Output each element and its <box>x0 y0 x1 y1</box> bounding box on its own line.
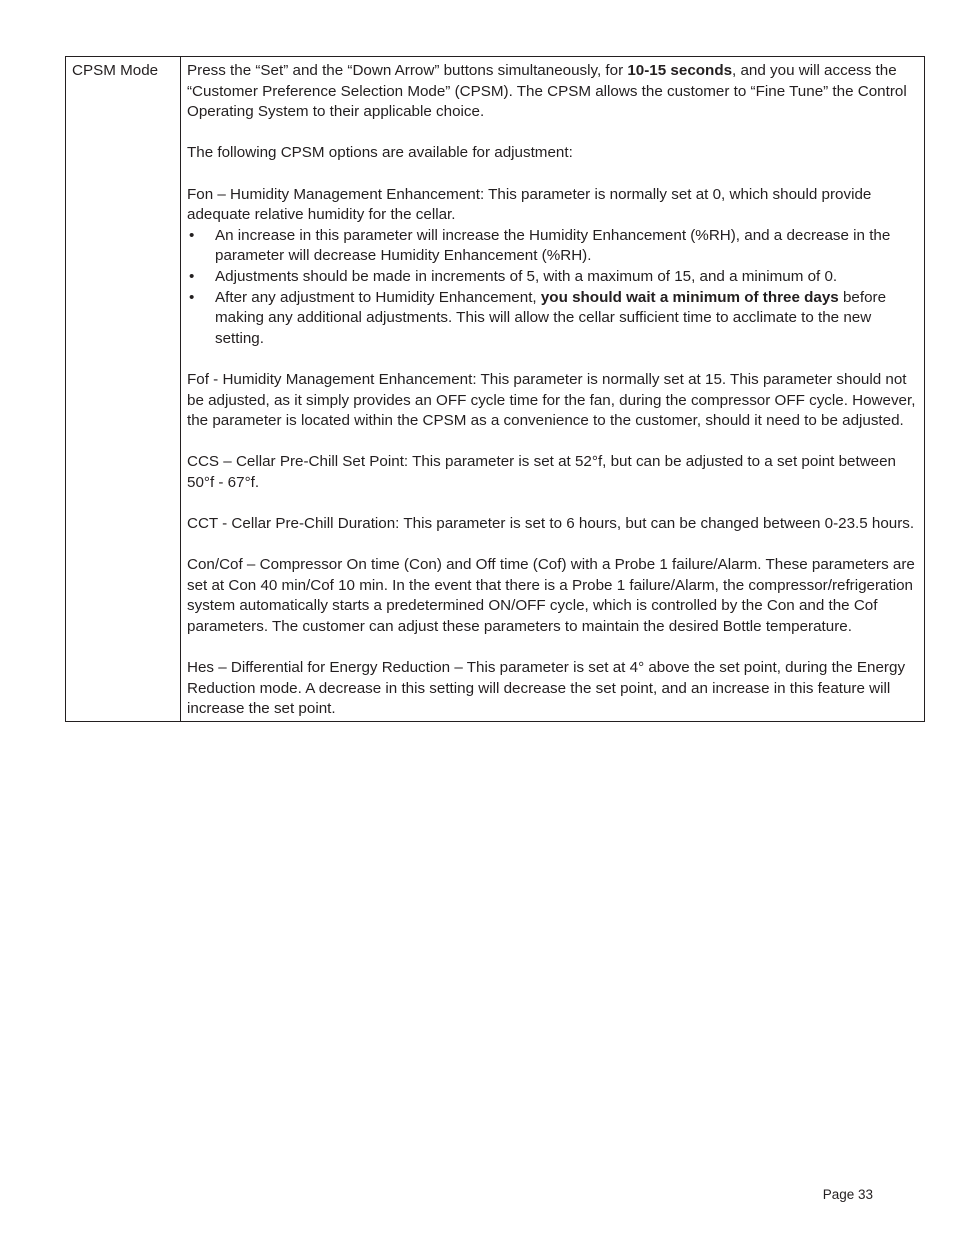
bullet-icon: • <box>189 267 195 285</box>
list-item <box>187 288 918 350</box>
paragraph-spacer <box>187 535 918 556</box>
page-number: Page 33 <box>822 1187 873 1202</box>
row-label-cell <box>66 57 181 722</box>
row-label: CPSM Mode <box>72 62 159 79</box>
table-row <box>66 57 925 722</box>
cpsm-table <box>65 56 925 722</box>
description-cell <box>181 57 925 722</box>
options-heading: The following CPSM options are available for adjustment: <box>187 144 573 162</box>
paragraph-spacer <box>187 432 918 453</box>
list-item <box>187 226 918 267</box>
bullet-text-end: before making any additional adjustments. This will allow the cellar sufficient time to acclimate to the new setting. <box>215 288 887 347</box>
list-item <box>187 267 918 288</box>
hes-paragraph: Hes – Differential for Energy Reduction – This parameter is set at 4° above the set point, during the Energy Reduction mode. A decrease in this setting will decrease the set point, and an increase in this feature will increase the set point. <box>187 659 906 718</box>
paragraph-spacer <box>187 493 918 514</box>
bullet-text-start: After any adjustment to Humidity Enhancement, <box>215 288 541 306</box>
fon-bullet-list <box>187 226 918 350</box>
bullet-text: An increase in this parameter will increase the Humidity Enhancement (%RH), and a decrease in the parameter will decrease Humidity Enhancement (%RH). <box>215 226 891 265</box>
intro-duration-emphasis: 10-15 seconds <box>627 62 733 79</box>
con-cof-paragraph: Con/Cof – Compressor On time (Con) and Off time (Cof) with a Probe 1 failure/Alarm. These parameters are set at Con 40 min/Cof 10 min. In the event that there is a Probe 1 failure/Alarm, the compressor/refrigeration system automatically starts a predetermined ON/OFF cycle, which is controlled by the Con and the Cof parameters. The customer can adjust these parameters to maintain the desired Bottle temperature. <box>187 556 915 636</box>
paragraph-spacer <box>187 164 918 185</box>
bullet-icon: • <box>189 288 195 306</box>
intro-text-start: Press the “Set” and the “Down Arrow” buttons simultaneously, for <box>187 62 628 79</box>
cct-paragraph: CCT - Cellar Pre-Chill Duration: This parameter is set to 6 hours, but can be changed between 0-23.5 hours. <box>187 515 915 533</box>
intro-paragraph <box>187 61 918 123</box>
intro-text-end: , and you will access the “Customer Preference Selection Mode” (CPSM). The CPSM allows the customer to “Fine Tune” the Control Operating System to their applicable choice. <box>187 62 907 121</box>
bullet-icon: • <box>189 226 195 244</box>
paragraph-spacer <box>187 349 918 370</box>
bullet-emphasis: you should wait a minimum of three days <box>540 288 839 306</box>
paragraph-spacer <box>187 123 918 144</box>
paragraph-spacer <box>187 638 918 659</box>
bullet-text: Adjustments should be made in increments of 5, with a maximum of 15, and a minimum of 0. <box>215 267 838 285</box>
ccs-paragraph: CCS – Cellar Pre-Chill Set Point: This parameter is set at 52°f, but can be adjusted to a set point between 50°f - 67°f. <box>187 453 897 491</box>
fon-paragraph: Fon – Humidity Management Enhancement: This parameter is normally set at 0, which should provide adequate relative humidity for the cellar. <box>187 185 872 224</box>
fof-paragraph: Fof - Humidity Management Enhancement: This parameter is normally set at 15. This parameter should not be adjusted, as it simply provides an OFF cycle time for the fan, during the compressor OFF cycle. However, the parameter is located within the CPSM as a convenience to the customer, should it need to be adjusted. <box>187 370 916 430</box>
